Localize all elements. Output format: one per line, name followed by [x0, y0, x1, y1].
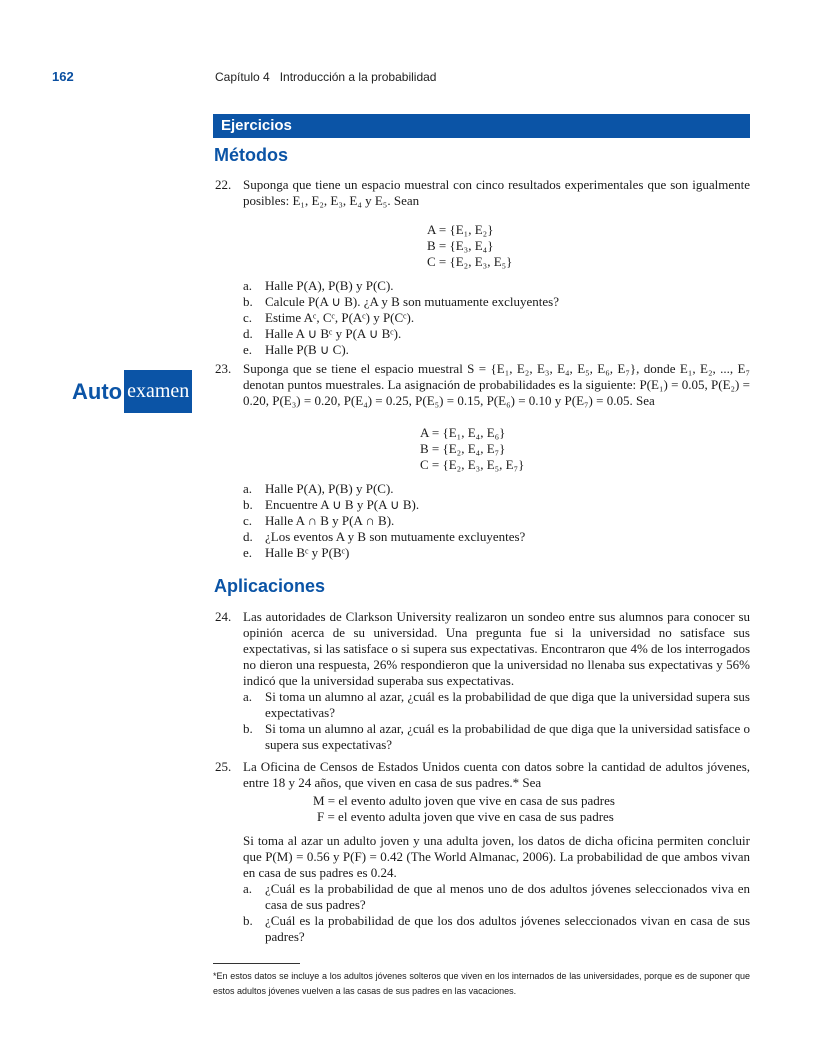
- sub-item-text: Encuentre A ∪ B y P(A ∪ B).: [265, 497, 420, 512]
- section-bar-ejercicios: Ejercicios: [213, 114, 750, 138]
- exercise-text: Las autoridades de Clarkson University realizaron un sondeo entre sus alumnos para conocer su opinión acerca de su universidad. Una pregunta fue si la universidad no satisface sus expectativas, si las satisface o si supera sus expectativas. Encontraron que 4% de los interrogados no dieron una respuesta, 26% respondieron que la universidad no llenaba sus expectativas y 56% indicó que la universidad superaba sus expectativas.: [243, 609, 750, 688]
- heading-aplicaciones: Aplicaciones: [214, 576, 326, 596]
- sub-item-letter: e.: [243, 342, 253, 357]
- sub-item-letter: e.: [243, 545, 253, 560]
- exercise-text: La Oficina de Censos de Estados Unidos cuenta con datos sobre la cantidad de adultos jóvenes, entre 18 y 24 años, que viven en casa de sus padres.* Sea: [243, 759, 750, 790]
- sub-item-text: Halle P(A), P(B) y P(C).: [265, 481, 394, 496]
- sub-item: [243, 545, 750, 561]
- sub-item-letter: c.: [243, 513, 253, 528]
- equations: [420, 425, 750, 473]
- sub-item-text: ¿Los eventos A y B son mutuamente excluyentes?: [265, 529, 526, 544]
- sub-item-letter: d.: [243, 529, 253, 544]
- exercise-number: 25.: [215, 759, 232, 774]
- equation: C = {E₂, E₃, E₅, E₇}: [420, 457, 525, 472]
- exercise-22: [215, 177, 750, 358]
- exercise-number: 22.: [215, 177, 232, 192]
- badge-examen: examen: [124, 370, 192, 413]
- equation: C = {E₂, E₃, E₅}: [427, 254, 513, 269]
- sub-item: [243, 881, 750, 913]
- sub-item-text: Calcule P(A ∪ B). ¿A y B son mutuamente excluyentes?: [265, 294, 560, 309]
- exercise-25: [215, 759, 750, 945]
- autoexamen-badge: [72, 370, 192, 413]
- equations: [313, 793, 750, 825]
- footnote-rule: [213, 963, 300, 964]
- exercise-23: [215, 361, 750, 561]
- sub-item: [243, 342, 750, 358]
- sub-item-letter: b.: [243, 497, 253, 512]
- sub-item-letter: a.: [243, 481, 253, 496]
- sub-item-letter: a.: [243, 689, 253, 704]
- sub-item: [243, 513, 750, 529]
- sub-item-letter: d.: [243, 326, 253, 341]
- sub-item-letter: b.: [243, 913, 253, 928]
- sub-item: [243, 294, 750, 310]
- exercise-24: [215, 609, 750, 753]
- page-number: 162: [52, 69, 74, 84]
- equation: M = el evento adulto joven que vive en casa de sus padres: [313, 793, 615, 808]
- sub-item-text: Si toma un alumno al azar, ¿cuál es la probabilidad de que diga que la universidad satisface o supera sus expectativas?: [265, 721, 750, 752]
- sub-item-text: Estime Aᶜ, Cᶜ, P(Aᶜ) y P(Cᶜ).: [265, 310, 415, 325]
- sub-item: [243, 278, 750, 294]
- chapter-title: Introducción a la probabilidad: [279, 70, 437, 84]
- sub-item-letter: b.: [243, 721, 253, 736]
- sub-item: [243, 326, 750, 342]
- sub-item-text: ¿Cuál es la probabilidad de que al menos uno de dos adultos jóvenes seleccionados viva en casa de sus padres?: [265, 881, 750, 912]
- footnote: *En estos datos se incluye a los adultos jóvenes solteros que viven en los internados de las universidades, porque es de suponer que estos adultos jóvenes vuelven a las casas de sus padres en las vacaciones.: [213, 971, 750, 996]
- exercise-text: Suponga que tiene un espacio muestral con cinco resultados experimentales que son igualmente posibles: E₁, E₂, E₃, E₄ y E₅. Sean: [243, 177, 750, 208]
- sub-item: [243, 689, 750, 721]
- sub-item-text: Halle A ∩ B y P(A ∩ B).: [265, 513, 395, 528]
- equation: F = el evento adulta joven que vive en casa de sus padres: [317, 809, 614, 824]
- sub-item-text: Halle P(B ∪ C).: [265, 342, 349, 357]
- sub-item-text: Halle A ∪ Bᶜ y P(A ∪ Bᶜ).: [265, 326, 402, 341]
- equation: A = {E₁, E₂}: [427, 222, 494, 237]
- equation: B = {E₂, E₄, E₇}: [420, 441, 506, 456]
- exercise-text: Suponga que se tiene el espacio muestral S = {E₁, E₂, E₃, E₄, E₅, E₆, E₇}, donde E₁, E₂, ..., E₇ denotan puntos muestrales. La asignación de probabilidades es la siguiente: P(E₁) = 0.05, P(E₂) = 0.20, P(E₃) = 0.20, P(E₄) = 0.25, P(E₅) = 0.15, P(E₆) = 0.10 y P(E₇) = 0.05. Sea: [243, 361, 750, 408]
- sub-item: [243, 481, 750, 497]
- exercise-text-2: Si toma al azar un adulto joven y una adulta joven, los datos de dicha oficina permiten concluir que P(M) = 0.56 y P(F) = 0.42 (The World Almanac, 2006). La probabilidad de que ambos vivan en casa de sus padres es 0.24.: [243, 833, 750, 880]
- sub-item: [243, 529, 750, 545]
- sub-item-letter: b.: [243, 294, 253, 309]
- sub-item: [243, 913, 750, 945]
- sub-item: [243, 721, 750, 753]
- chapter-label: Capítulo 4: [215, 70, 270, 84]
- sub-item-letter: c.: [243, 310, 253, 325]
- sub-item-text: Halle Bᶜ y P(Bᶜ): [265, 545, 350, 560]
- badge-auto: Auto: [72, 378, 123, 404]
- sub-item-text: Si toma un alumno al azar, ¿cuál es la probabilidad de que diga que la universidad supera sus expectativas?: [265, 689, 750, 720]
- sub-item: [243, 310, 750, 326]
- running-header: [215, 69, 436, 85]
- exercise-number: 23.: [215, 361, 232, 376]
- sub-item-text: ¿Cuál es la probabilidad de que los dos adultos jóvenes seleccionados vivan en casa de sus padres?: [265, 913, 750, 944]
- sub-item-text: Halle P(A), P(B) y P(C).: [265, 278, 394, 293]
- heading-metodos: Métodos: [214, 145, 288, 165]
- equations: [427, 222, 750, 270]
- exercise-number: 24.: [215, 609, 232, 624]
- equation: A = {E₁, E₄, E₆}: [420, 425, 506, 440]
- sub-item-letter: a.: [243, 881, 253, 896]
- equation: B = {E₃, E₄}: [427, 238, 494, 253]
- sub-item: [243, 497, 750, 513]
- sub-item-letter: a.: [243, 278, 253, 293]
